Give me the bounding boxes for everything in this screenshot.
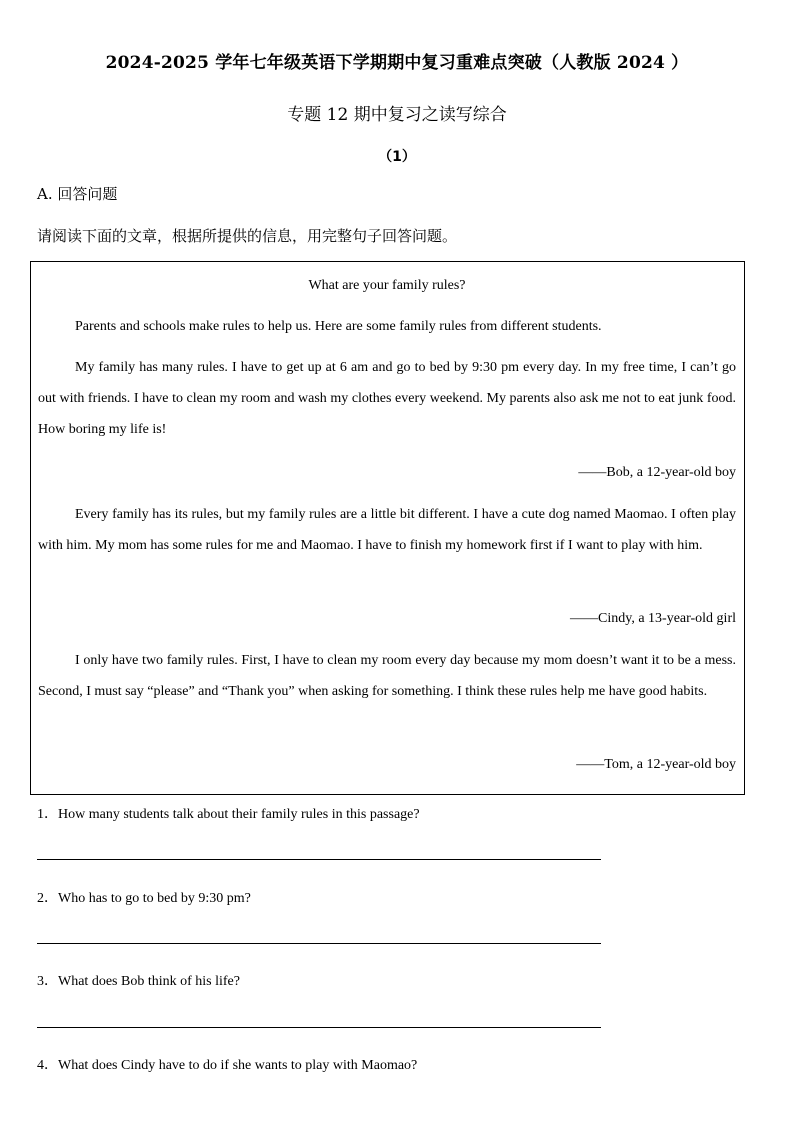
signature-cindy: ——Cindy, a 13-year-old girl: [570, 611, 736, 626]
answer-line-3[interactable]: [37, 1027, 601, 1028]
question-3: 3．What does Bob think of his life?: [37, 974, 240, 989]
signature-bob: ——Bob, a 12-year-old boy: [578, 465, 736, 480]
section-instruction: 请阅读下面的文章，根据所提供的信息，用完整句子回答问题。: [37, 227, 458, 245]
section-label: A. 回答问题: [37, 185, 118, 203]
answer-line-1[interactable]: [37, 859, 601, 860]
passage-paragraph-bob: My family has many rules. I have to get up at 6 am and go to bed by 9:30 pm every day. In my free time, I can’t go out with friends. I have to clean my room and wash my clothes every weekend. My parents also ask me not to eat junk food. How boring my life is!: [38, 360, 736, 437]
reading-passage-box: [30, 261, 745, 795]
passage-paragraph-cindy: Every family has its rules, but my family rules are a little bit different. I have a cute dog named Maomao. I often play with him. My mom has some rules for me and Maomao. I have to finish my homework first if I want to play with him.: [38, 507, 736, 553]
question-2: 2．Who has to go to bed by 9:30 pm?: [37, 891, 251, 906]
exercise-number: （1）: [378, 149, 416, 165]
document-title: 2024-2025 学年七年级英语下学期期中复习重难点突破（人教版 2024 ）: [105, 53, 689, 73]
signature-tom: ——Tom, a 12-year-old boy: [576, 757, 736, 772]
passage-paragraph-tom: I only have two family rules. First, I have to clean my room every day because my mom doesn’t want it to be a mess. Second, I must say “please” and “Thank you” when asking for something. I think these rules help me have good habits.: [38, 653, 736, 699]
answer-line-2[interactable]: [37, 943, 601, 944]
question-4: 4．What does Cindy have to do if she wants to play with Maomao?: [37, 1058, 418, 1073]
question-1: 1．How many students talk about their family rules in this passage?: [37, 807, 420, 822]
passage-intro: Parents and schools make rules to help us. Here are some family rules from different students.: [75, 319, 602, 334]
passage-title: What are your family rules?: [308, 278, 466, 293]
topic-subtitle: 专题 12 期中复习之读写综合: [287, 105, 507, 125]
